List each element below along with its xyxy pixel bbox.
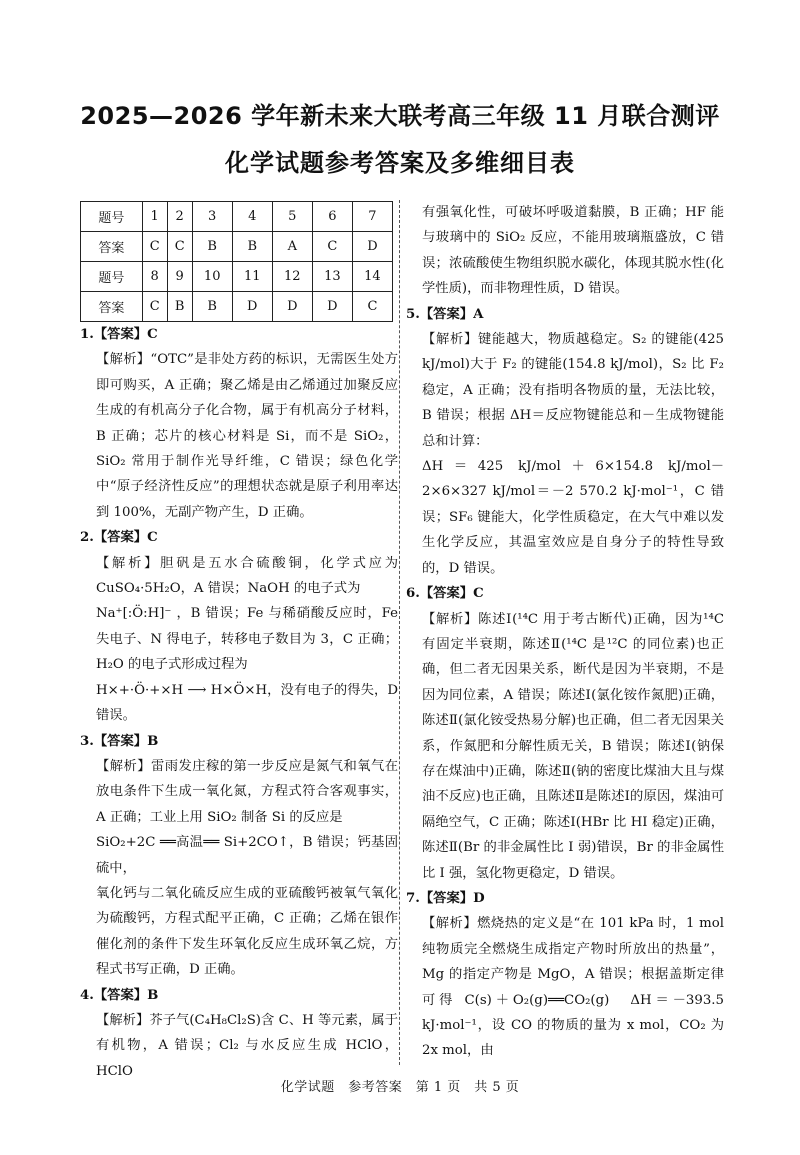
explanation-paragraph: 氧化钙与二氧化硫反应生成的亚硫酸钙被氧气氧化为硫酸钙，方程式配平正确，C 正确；乙烯在银作催化剂的条件下发生环氧化反应生成环氧乙烷，方程式书写正确，D 正确。 (96, 885, 398, 978)
explanation-paragraph: ΔH＝425 kJ/mol＋6×154.8 kJ/mol－2×6×327 kJ/mol＝－2 570.2 kJ·mol⁻¹，C 错误；SF₆ 键能大，化学性质稳定，在大气中难以发生化学反应，其温室效应是自身分子的特性导致的，D 错误。 (422, 459, 724, 576)
table-cell: 11 (232, 262, 272, 292)
table-cell: B (167, 292, 192, 322)
table-cell: 1 (142, 202, 167, 232)
row-header-cell: 题号 (81, 202, 143, 232)
table-cell: B (192, 232, 232, 262)
explanation-paragraph: 有强氧化性，可破坏呼吸道黏膜，B 正确；HF 能与玻璃中的 SiO₂ 反应，不能用玻璃瓶盛放，C 错误；浓硫酸使生物组织脱水碳化，体现其脱水性(化学性质)，而非物理性质，D 错误。 (422, 205, 724, 297)
table-cell: 5 (272, 202, 312, 232)
table-row (81, 202, 393, 232)
table-cell: C (352, 292, 392, 322)
page-footer: 化学试题 参考答案 第 1 页 共 5 页 (280, 1080, 520, 1095)
left-column (80, 322, 398, 1084)
table-cell: 10 (192, 262, 232, 292)
question-answer-heading: 7.【答案】D (406, 890, 485, 906)
table-cell: 3 (192, 202, 232, 232)
table-cell: A (272, 232, 312, 262)
explanation-paragraph: 【解析】陈述Ⅰ(¹⁴C 用于考古断代)正确，因为¹⁴C 有固定半衰期，陈述Ⅱ(¹⁴C 是¹²C 的同位素)也正确，但二者无因果关系，断代是因为半衰期，不是因为同位素，A 错误；陈述Ⅰ(氯化铵作氮肥)正确，陈述Ⅱ(氯化铵受热易分解)也正确，但二者无因果关系，作氮肥和分解性质无关，B 错误；陈述Ⅰ(钠保存在煤油中)正确，陈述Ⅱ(钠的密度比煤油大且与煤油不反应)也正确，且陈述Ⅱ是陈述Ⅰ的原因，煤油可隔绝空气，C 正确；陈述Ⅰ(HBr 比 HI 稳定)正确，陈述Ⅱ(Br 的非金属性比 I 弱)错误，Br 的非金属性比 I 强，氢化物更稳定，D 错误。 (422, 611, 724, 881)
question-answer-heading: 3.【答案】B (80, 733, 159, 749)
row-header-cell: 答案 (81, 292, 143, 322)
table-cell: 12 (272, 262, 312, 292)
explanation-paragraph: 【解析】胆矾是五水合硫酸铜，化学式应为 CuSO₄·5H₂O，A 错误；NaOH 的电子式为 (96, 555, 398, 597)
page-title: 2025—2026 学年新未来大联考高三年级 11 月联合测评 (80, 102, 720, 130)
table-cell: D (312, 292, 352, 322)
table-cell: 8 (142, 262, 167, 292)
explanation-paragraph: 【解析】燃烧热的定义是“在 101 kPa 时，1 mol 纯物质完全燃烧生成指定产物时所放出的热量”，Mg 的指定产物是 MgO，A 错误；根据盖斯定律可得 C(s)＋O₂(g)══CO₂(g) ΔH＝－393.5 kJ·mol⁻¹，设 CO 的物质的量为 x mol，CO₂ 为 2x mol，由 (422, 916, 724, 1059)
explanation-paragraph: 【解析】芥子气(C₄H₈Cl₂S)含 C、H 等元素，属于有机物，A 错误；Cl₂ 与水反应生成 HClO，HClO (96, 1012, 398, 1079)
question-answer-heading: 2.【答案】C (80, 530, 158, 546)
table-cell: 14 (352, 262, 392, 292)
table-cell: 9 (167, 262, 192, 292)
explanation-paragraph: 【解析】“OTC”是非处方药的标识，无需医生处方即可购买，A 正确；聚乙烯是由乙烯通过加聚反应生成的有机高分子化合物，属于有机高分子材料，B 正确；芯片的核心材料是 Si，而不是 SiO₂，SiO₂ 常用于制作光导纤维，C 错误；绿色化学中“原子经济性反应”的理想状态就是原子利用率达到 100%，无副产物产生，D 正确。 (96, 352, 398, 520)
table-row (81, 232, 393, 262)
table-cell: 4 (232, 202, 272, 232)
table-cell: C (142, 232, 167, 262)
explanation-paragraph: 【解析】键能越大，物质越稳定。S₂ 的键能(425 kJ/mol)大于 F₂ 的键能(154.8 kJ/mol)，S₂ 比 F₂ 稳定，A 正确；没有指明各物质的量，无法比较，B 错误；根据 ΔH＝反应物键能总和－生成物键能总和计算： (422, 332, 724, 449)
table-cell: 2 (167, 202, 192, 232)
table-cell: B (232, 232, 272, 262)
table-row (81, 262, 393, 292)
formula-line: SiO₂+2C ══高温══ Si+2CO↑，B 错误；钙基固硫中， (96, 835, 398, 876)
table-row (81, 292, 393, 322)
table-cell: D (232, 292, 272, 322)
table-cell: B (192, 292, 232, 322)
column-divider (399, 200, 400, 1065)
row-header-cell: 题号 (81, 262, 143, 292)
table-cell: D (272, 292, 312, 322)
explanation-paragraph: 【解析】雷雨发庄稼的第一步反应是氮气和氧气在放电条件下生成一氧化氮，方程式符合客观事实，A 正确；工业上用 SiO₂ 制备 Si 的反应是 (96, 758, 398, 825)
table-cell: C (142, 292, 167, 322)
answer-table (80, 201, 393, 322)
table-cell: D (352, 232, 392, 262)
table-cell: C (167, 232, 192, 262)
question-answer-heading: 5.【答案】A (406, 306, 484, 322)
formula-line: Na⁺[:Ö:H]⁻ ，B 错误；Fe 与稀硝酸反应时，Fe 失电子、N 得电子，转移电子数目为 3，C 正确；H₂O 的电子式形成过程为 (96, 606, 398, 673)
table-cell: 7 (352, 202, 392, 232)
formula-line: H×+·Ö·+×H ⟶ H×Ö×H，没有电子的得失，D 错误。 (96, 682, 398, 724)
question-answer-heading: 1.【答案】C (80, 327, 158, 342)
question-answer-heading: 6.【答案】C (406, 586, 484, 602)
right-column (406, 200, 724, 1064)
table-cell: 13 (312, 262, 352, 292)
question-answer-heading: 4.【答案】B (80, 987, 159, 1003)
page-subtitle: 化学试题参考答案及多维细目表 (225, 149, 575, 177)
table-cell: 6 (312, 202, 352, 232)
row-header-cell: 答案 (81, 232, 143, 262)
table-cell: C (312, 232, 352, 262)
